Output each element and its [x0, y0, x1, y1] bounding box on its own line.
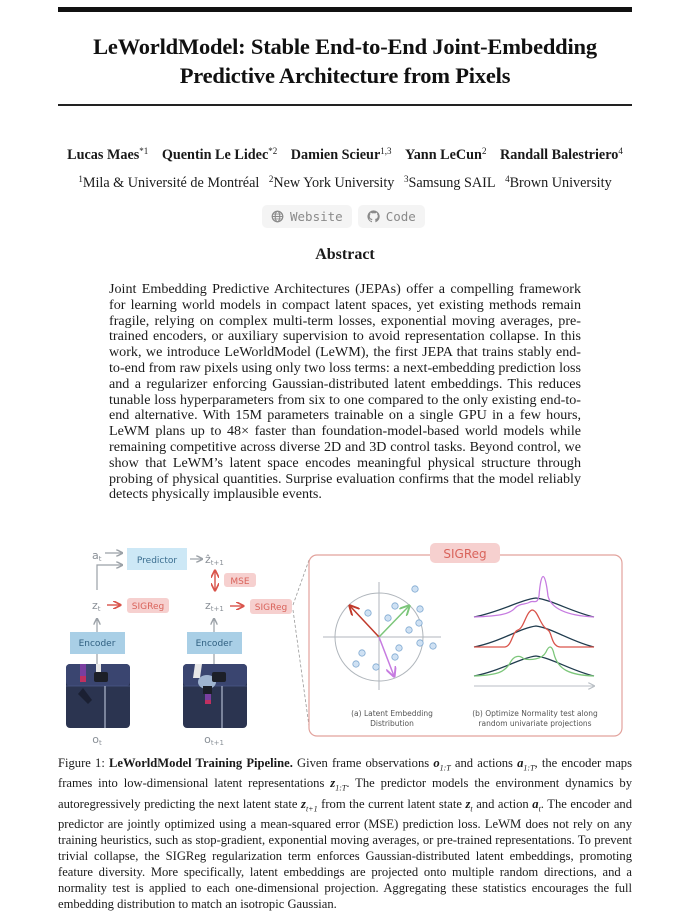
- figure-caption-title: LeWorldModel Training Pipeline.: [109, 756, 293, 770]
- code-label: Code: [385, 209, 416, 224]
- math-subscript: t: [470, 804, 473, 814]
- author-sup: 2: [481, 146, 487, 156]
- math-symbol: z: [330, 776, 336, 791]
- author-name: Damien Scieur: [290, 147, 381, 163]
- math-symbol: z: [465, 796, 471, 811]
- affiliation-name: New York University: [273, 175, 395, 191]
- affiliation-name: Samsung SAIL: [408, 175, 496, 191]
- author: [67, 147, 148, 163]
- affiliation-sup: 3: [403, 174, 409, 184]
- author-list: [40, 146, 650, 164]
- abstract-heading: Abstract: [315, 246, 375, 263]
- observation-image-t1: [183, 664, 247, 728]
- math-subscript: t: [538, 804, 541, 814]
- affiliation-list: [40, 174, 650, 192]
- author-sup: 4: [618, 146, 623, 156]
- paper-title: [40, 32, 650, 90]
- caption-text: and actions: [450, 756, 518, 770]
- caption-b-line2: random univariate projections: [478, 719, 592, 728]
- website-button[interactable]: [262, 205, 352, 228]
- github-icon: [367, 210, 380, 223]
- svg-text:Encoder: Encoder: [78, 639, 116, 649]
- pipeline-diagram: [66, 548, 309, 747]
- author: [405, 147, 486, 163]
- svg-text:Encoder: Encoder: [195, 639, 233, 649]
- figure-1-caption: [58, 756, 632, 913]
- author: [500, 147, 623, 163]
- top-rule: [58, 7, 632, 12]
- figure-label: Figure 1:: [58, 756, 105, 770]
- caption-text: from the current latent state: [317, 796, 466, 811]
- code-button[interactable]: [358, 205, 425, 228]
- caption-text: . The predictor models the environment dynamics by autoregressively predicting the next latent state: [58, 776, 632, 811]
- obs-t1-label: ot+1: [204, 733, 224, 747]
- abstract-body: Joint Embedding Predictive Architectures (JEPAs) offer a compelling framework for learning world models in compact latent spaces, yet existing methods remain fragile, relying on complex multi-term losses, exponential moving averages, pre-trained encoders, or auxiliary supervision to avoid representation collapse. In this work, we introduce LeWorldModel (LeWM), the first JEPA that trains stably end-to-end from raw pixels using only two loss terms: a next-embedding prediction loss and a regularizer enforcing Gaussian-distributed latent embeddings. This reduces tunable loss hyperparameters from six to one compared to the only existing end-to-end alternative. With 15M parameters trainable on a single GPU in a few hours, LeWM plans up to 48× faster than foundation-model-based world models while remaining competitive across diverse 2D and 3D control tasks. Beyond control, we show that LeWM’s latent space encodes meaningful physical structure through probing of physical quantities. Surprise evaluation confirms that the model reliably detects physically implausible events.: [109, 281, 581, 503]
- affiliation-sup: 1: [78, 174, 83, 184]
- figure-1-diagram: [55, 540, 635, 750]
- affiliation: [505, 175, 612, 191]
- caption-text: , the encoder maps frames into low-dimensional latent representations: [58, 756, 632, 791]
- title-line-1: LeWorldModel: Stable End-to-End Joint-Embedding: [93, 34, 597, 59]
- mse-label: MSE: [230, 577, 250, 587]
- affiliation-sup: 4: [505, 174, 510, 184]
- caption-text: Given frame observations: [292, 756, 434, 770]
- svg-text:SIGReg: SIGReg: [254, 603, 288, 613]
- globe-icon: [271, 210, 284, 223]
- obs-t-label: ot: [92, 733, 102, 747]
- math-subscript: 1:T: [523, 763, 535, 773]
- website-label: Website: [290, 209, 343, 224]
- affiliation: [78, 175, 259, 191]
- action-label: at: [92, 549, 102, 563]
- affiliation: [404, 175, 496, 191]
- caption-text: and action: [472, 796, 533, 811]
- math-symbol: o: [433, 756, 440, 770]
- author-name: Randall Balestriero: [499, 147, 619, 163]
- caption-text: . The encoder and predictor are jointly optimized using a mean-squared error (MSE) prediction loss. LeWM does not rely on any training heuristics, such as stop-gradient, exponential moving averages, or pre-trained representations. To prevent trivial collapse, the SIGReg regularization term enforces Gaussian-distributed latent embeddings, promoting feature diversity. More specifically, latent embeddings are projected onto multiple random directions, and a normality test is applied to each one-dimensional projection. Aggregating these statistics encourages the full embedding distribution to match an isotropic Gaussian.: [58, 796, 633, 911]
- math-symbol: a: [517, 756, 524, 770]
- author-name: Quentin Le Lidec: [161, 147, 269, 163]
- sigreg-panel: [309, 543, 622, 736]
- affiliation-name: Brown University: [509, 175, 612, 191]
- author: [162, 147, 277, 163]
- math-symbol: a: [532, 796, 539, 811]
- predictor-label: Predictor: [136, 556, 178, 566]
- author-sup: *1: [139, 146, 149, 156]
- affiliation: [269, 175, 395, 191]
- project-links: [262, 205, 425, 228]
- math-subscript: 1:T: [439, 763, 451, 773]
- author-sup: *2: [268, 146, 278, 156]
- caption-a-line2: Distribution: [370, 719, 414, 728]
- zt1-label: zt+1: [205, 599, 224, 613]
- math-symbol: z: [301, 796, 306, 811]
- caption-a-line1: (a) Latent Embedding: [351, 709, 433, 718]
- author: [291, 147, 392, 163]
- caption-b-line1: (b) Optimize Normality test along: [472, 709, 598, 718]
- observation-image-t: [66, 664, 130, 728]
- svg-text:SIGReg: SIGReg: [131, 602, 165, 612]
- author-sup: 1,3: [380, 146, 392, 156]
- affiliation-name: Mila & Université de Montréal: [82, 175, 260, 191]
- zhat-label: ẑt+1: [205, 553, 224, 567]
- title-line-2: Predictive Architecture from Pixels: [179, 63, 511, 88]
- author-name: Yann LeCun: [405, 147, 482, 163]
- zt-label: zt: [92, 599, 101, 613]
- author-name: Lucas Maes: [67, 147, 140, 163]
- math-subscript: 1:T: [335, 783, 347, 793]
- sigreg-panel-title: SIGReg: [443, 547, 487, 561]
- math-subscript: t+1: [305, 804, 318, 814]
- title-bottom-rule: [58, 104, 632, 106]
- affiliation-sup: 2: [268, 174, 274, 184]
